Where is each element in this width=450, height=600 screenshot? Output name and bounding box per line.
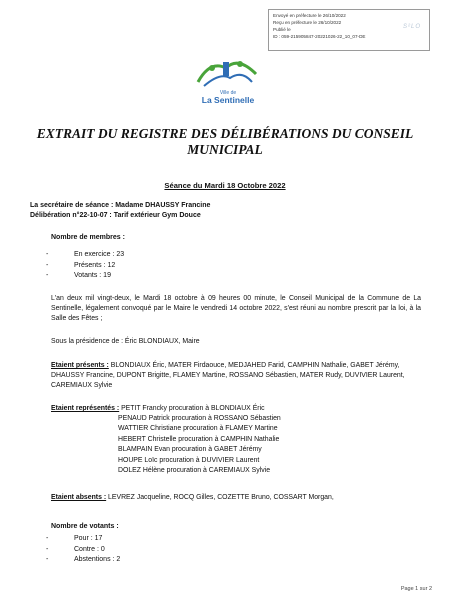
stamp-line-received: Reçu en préfecture le 26/10/2022 — [273, 20, 342, 25]
stamp-line-sent: Envoyé en préfecture le 26/10/2022 — [273, 13, 346, 18]
logo-leaf-icon — [237, 61, 243, 67]
logo-text-name: La Sentinelle — [201, 95, 255, 105]
absents-names: LEVREZ Jacqueline, ROCQ Gilles, COZETTE Bruno, COSSART Morgan, — [106, 494, 334, 501]
list-item: - Présents : 12 — [46, 261, 116, 269]
representes-block — [51, 404, 421, 414]
list-item: HOUPE Loïc procuration à DUVIVIER Laurent — [118, 456, 260, 464]
logo-leaf-icon — [209, 65, 215, 71]
logo-blue-arc — [204, 75, 252, 86]
page-number: Page 1 sur 2 — [400, 586, 432, 592]
logo-tower-icon — [223, 62, 229, 76]
convocation-paragraph: L'an deux mil vingt-deux, le Mardi 18 octobre à 09 heures 00 minute, le Conseil Municipal de la Commune de La Sentinelle, légalement convoqué par le Maire le vendredi 14 octobre 2022, s'est réuni au nombre prescrit par la loi, à la Salle des Fêtes ; — [51, 295, 421, 323]
members-heading: Nombre de membres : — [51, 234, 125, 241]
absents-label: Etaient absents : — [51, 494, 107, 501]
list-item: - Pour : 17 — [46, 535, 103, 542]
list-item: BLAMPAIN Evan procuration à GABET Jérémy — [118, 446, 262, 454]
representes-label: Etaient représentés : — [51, 405, 120, 412]
procurations-list — [118, 414, 281, 476]
list-item: - Abstentions : 2 — [46, 556, 121, 563]
prefecture-stamp — [268, 9, 430, 51]
document-title: EXTRAIT DU REGISTRE DES DÉLIBÉRATIONS DU CONSEIL MUNICIPAL — [36, 126, 414, 157]
list-item: - Contre : 0 — [46, 545, 105, 553]
town-logo — [190, 52, 265, 107]
deliberation-line: Délibération n°22-10-07 : Tarif extérieur Gym Douce — [30, 212, 201, 219]
list-item: PENAUD Patrick procuration à ROSSANO Sébastien — [118, 415, 281, 422]
presents-block — [51, 361, 421, 391]
votes-list — [46, 534, 120, 566]
stamp-watermark: S²LO — [402, 24, 421, 30]
stamp-line-published: Publié le — [273, 27, 291, 32]
list-item: HEBERT Christelle procuration à CAMPHIN Nathalie — [118, 435, 280, 443]
meta-block — [30, 201, 210, 221]
representes-first: PETIT Francky procuration à BLONDIAUX Éric — [119, 405, 265, 412]
list-item: - Votants : 19 — [46, 272, 111, 279]
absents-block — [51, 493, 421, 503]
presents-names: BLONDIAUX Éric, MATER Firdaouce, MEDJAHED Farid, CAMPHIN Nathalie, GABET Jérémy, DHAUSSY Francine, DUPONT Brigitte, FLAMEY Martine, ROSSANO Sébastien, MATER Rudy, DUVIVIER Laurent, CAREMIAUX Sylvie — [51, 362, 405, 389]
list-item: WATTIER Christiane procuration à FLAMEY Martine — [118, 425, 278, 433]
presents-label: Etaient présents : — [51, 362, 109, 369]
list-item: - En exercice : 23 — [46, 251, 125, 258]
members-list — [46, 250, 124, 282]
list-item: DOLEZ Hélène procuration à CAREMIAUX Sylvie — [118, 467, 271, 475]
secretaire-line: La secrétaire de séance : Madame DHAUSSY Francine — [30, 202, 211, 209]
logo-text-ville: Ville de — [219, 90, 237, 96]
votes-heading: Nombre de votants : — [51, 523, 119, 530]
stamp-line-id: ID : 059-215905847-20221026-22_10_07-DE — [273, 34, 366, 39]
presidence-line: Sous la présidence de : Éric BLONDIAUX, Maire — [51, 338, 200, 345]
seance-date: Séance du Mardi 18 Octobre 2022 — [164, 181, 286, 190]
